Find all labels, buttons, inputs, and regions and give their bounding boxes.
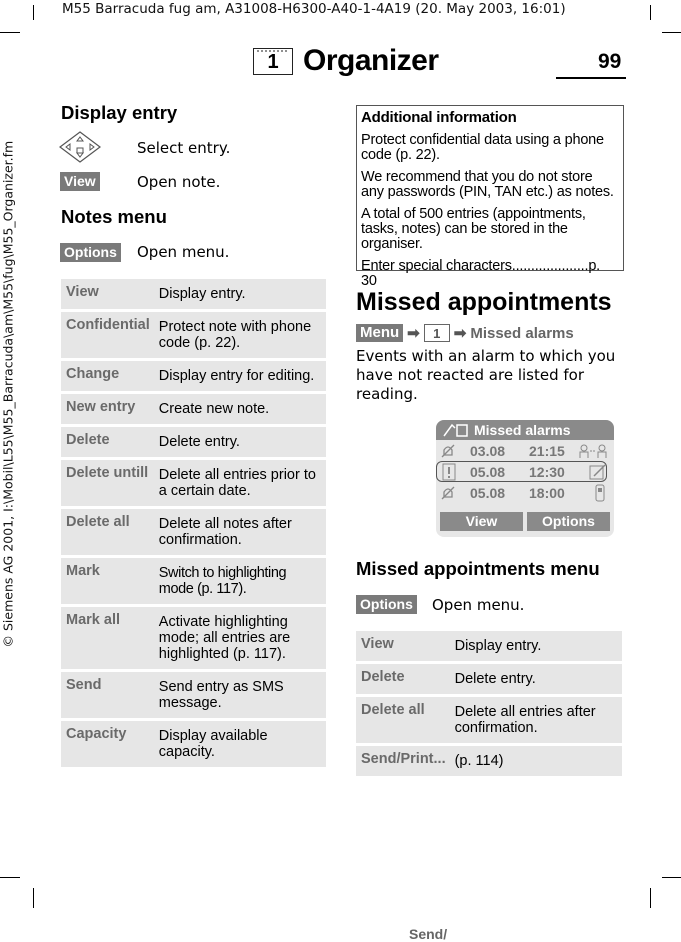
- menu-item-label: Delete all: [356, 697, 450, 743]
- menu-item-description: Delete entry.: [450, 664, 622, 694]
- menu-item-label: New entry: [61, 394, 154, 424]
- crop-mark: [650, 888, 651, 908]
- menu-item-description: Create new note.: [154, 394, 326, 424]
- view-softkey[interactable]: View: [440, 512, 523, 531]
- menu-item-label: Change: [61, 361, 154, 391]
- phone-screen: [436, 420, 614, 537]
- missed-menu-table: [356, 628, 622, 779]
- menu-item-label: View: [61, 279, 154, 309]
- table-row[interactable]: [61, 427, 326, 457]
- screen-title-bar: [436, 420, 614, 440]
- table-row[interactable]: [61, 672, 326, 718]
- options-softkey[interactable]: Options: [60, 243, 121, 262]
- organizer-icon-number: 1: [267, 50, 279, 73]
- display-entry-heading: Display entry: [61, 102, 178, 123]
- info-paragraph: Protect confidential data using a phone code (p. 22).: [361, 132, 604, 163]
- menu-item-description: Activate highlighting mode; all entries are highlighted (p. 117).: [154, 607, 326, 669]
- list-item[interactable]: [436, 483, 614, 503]
- menu-item-label: Delete all: [61, 509, 154, 555]
- menu-item-label: Mark all: [61, 607, 154, 669]
- side-copyright-text: © Siemens AG 2001, I:\Mobil\L55\M55_Barracuda\am\M55\fug\M55_Organizer.fm: [0, 140, 16, 648]
- crop-mark: [0, 32, 20, 33]
- entry-time: 18:00: [529, 485, 565, 501]
- menu-item-label: Mark: [61, 558, 154, 604]
- calendar-rings-icon: [254, 49, 292, 55]
- open-menu-text: Open menu.: [137, 243, 230, 261]
- menu-item-label: Capacity: [61, 721, 154, 767]
- chapter-title: Organizer: [303, 44, 439, 77]
- missed-description: Events with an alarm to which you have not reacted are listed for reading.: [356, 347, 616, 403]
- table-row[interactable]: [61, 607, 326, 669]
- info-title: Additional information: [361, 109, 517, 126]
- menu-item-description: Display entry.: [450, 631, 622, 661]
- nav-key-icon: [58, 130, 102, 168]
- table-row[interactable]: [61, 558, 326, 604]
- menu-item-description: (p. 114): [450, 746, 622, 776]
- additional-info-box: [356, 105, 624, 289]
- menu-softkey[interactable]: Menu: [356, 324, 403, 342]
- notes-menu-table: [61, 276, 326, 770]
- menu-item-description: Delete all notes after confirmation.: [154, 509, 326, 555]
- selection-frame: [436, 461, 607, 482]
- open-menu-text: Open menu.: [432, 596, 525, 614]
- table-row[interactable]: [61, 279, 326, 309]
- crop-mark: [662, 877, 681, 878]
- menu-item-description: Display entry for editing.: [154, 361, 326, 391]
- menu-item-label: Confidential: [61, 312, 154, 358]
- table-row[interactable]: [61, 721, 326, 767]
- menu-item-description: Display available capacity.: [154, 721, 326, 767]
- entry-date: 05.08: [470, 485, 506, 501]
- info-paragraph: A total of 500 entries (appointments, tasks, notes) can be stored in the organiser.: [361, 206, 586, 252]
- table-row[interactable]: [61, 509, 326, 555]
- screen-title: Missed alarms: [474, 422, 571, 438]
- arrow-icon: ➡: [453, 325, 467, 342]
- document-header-line: M55 Barracuda fug am, A31008-H6300-A40-1-4A19 (20. May 2003, 16:01): [62, 1, 566, 17]
- menu-item-label: View: [356, 631, 450, 661]
- entry-time: 21:15: [529, 443, 565, 459]
- crop-mark: [33, 5, 34, 20]
- options-softkey[interactable]: Options: [356, 595, 417, 614]
- page-number: 99: [598, 50, 622, 73]
- entry-date: 05.08: [470, 464, 506, 480]
- bell-off-icon: [440, 485, 456, 506]
- crop-mark: [33, 888, 34, 908]
- menu-item-description: Switch to highlighting mode (p. 117).: [154, 558, 326, 604]
- list-item[interactable]: [436, 441, 614, 461]
- menu-item-description: Delete all entries after confirmation.: [450, 697, 622, 743]
- table-row[interactable]: [356, 664, 622, 694]
- crop-mark: [650, 5, 651, 20]
- menu-item-label: Send/Print...: [356, 746, 450, 776]
- menu-item-label: Delete: [356, 664, 450, 694]
- arrow-icon: ➡: [407, 325, 420, 342]
- info-paragraph: We recommend that you do not store any passwords (PIN, TAN etc.) as notes.: [361, 169, 614, 200]
- entry-time: 12:30: [529, 464, 565, 480]
- notes-menu-heading: Notes menu: [61, 206, 167, 227]
- info-paragraph: Enter special characters....................p. 30: [361, 258, 601, 289]
- menu-item-label: Delete untill: [61, 460, 154, 506]
- table-row[interactable]: [61, 394, 326, 424]
- table-row[interactable]: [61, 361, 326, 391]
- footer-cut-text: Send/: [409, 926, 448, 942]
- missed-appointments-heading: Missed appointments: [356, 288, 612, 316]
- call-icon: [594, 484, 606, 507]
- table-row[interactable]: [356, 697, 622, 743]
- table-row[interactable]: [356, 746, 622, 776]
- menu-item-description: Send entry as SMS message.: [154, 672, 326, 718]
- crop-mark: [662, 32, 681, 33]
- menu-item-description: Delete all entries prior to a certain date.: [154, 460, 326, 506]
- breadcrumb: [356, 324, 574, 342]
- missed-menu-heading: Missed appointments menu: [356, 558, 600, 579]
- organizer-icon: [424, 324, 450, 342]
- breadcrumb-target: Missed alarms: [470, 324, 574, 342]
- list-item-selected[interactable]: [436, 462, 614, 482]
- crop-mark: [0, 877, 20, 878]
- organizer-icon-number: 1: [433, 326, 441, 341]
- menu-item-description: Protect note with phone code (p. 22).: [154, 312, 326, 358]
- organizer-icon: [253, 48, 293, 75]
- view-softkey[interactable]: View: [60, 172, 100, 191]
- header-underline: [556, 77, 626, 79]
- select-entry-text: Select entry.: [137, 139, 231, 157]
- open-note-text: Open note.: [137, 173, 221, 191]
- options-softkey[interactable]: Options: [527, 512, 610, 531]
- table-row[interactable]: [61, 460, 326, 506]
- menu-item-label: Delete: [61, 427, 154, 457]
- table-row[interactable]: [356, 631, 622, 661]
- alarm-list-icon: [442, 422, 470, 443]
- menu-item-description: Delete entry.: [154, 427, 326, 457]
- entry-date: 03.08: [470, 443, 506, 459]
- table-row[interactable]: [61, 312, 326, 358]
- menu-item-label: Send: [61, 672, 154, 718]
- chapter-title-block: [253, 44, 439, 78]
- menu-item-description: Display entry.: [154, 279, 326, 309]
